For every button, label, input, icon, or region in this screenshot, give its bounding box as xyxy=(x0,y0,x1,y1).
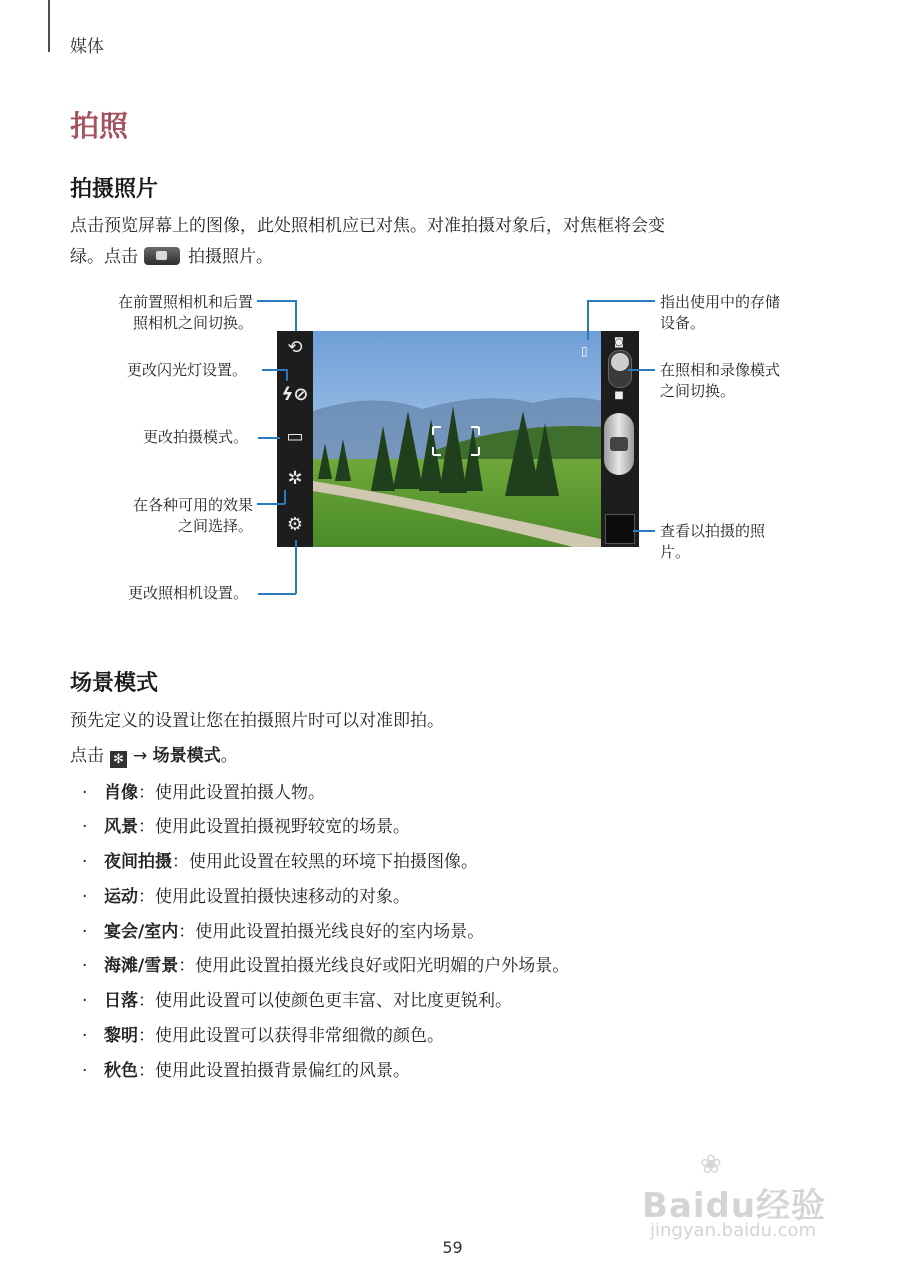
callout-switch-camera-line2: 照相机之间切换。 xyxy=(132,314,253,332)
list-item-desc: ：使用此设置可以使颜色更丰富、对比度更锐利。 xyxy=(138,991,512,1011)
callout-line xyxy=(295,300,297,331)
scene-tap-arrow: → xyxy=(133,746,148,766)
callout-line xyxy=(286,369,288,381)
callout-line xyxy=(633,530,655,532)
callout-effects-line1: 在各种可用的效果 xyxy=(132,496,253,514)
page-title: 拍照 xyxy=(70,109,129,143)
scene-intro: 预先定义的设置让您在拍摄照片时可以对准即拍。 xyxy=(70,711,444,731)
callout-line xyxy=(295,540,297,594)
list-item: · 日落：使用此设置可以使颜色更丰富、对比度更锐利。 xyxy=(82,991,512,1011)
baidu-watermark xyxy=(640,1150,855,1245)
list-item: · 风景：使用此设置拍摄视野较宽的场景。 xyxy=(82,817,410,837)
callout-line xyxy=(258,593,296,595)
section-label: 媒体 xyxy=(70,37,104,57)
take-photo-line1: 点击预览屏幕上的图像，此处照相机应已对焦。对准拍摄对象后，对焦框将会变 xyxy=(70,216,665,236)
camera-preview-photo xyxy=(313,331,601,547)
list-item-term: 海滩/雪景 xyxy=(104,956,179,976)
list-item-term: 日落 xyxy=(104,991,138,1011)
settings-gear-icon[interactable]: ⚙ xyxy=(286,514,304,535)
paw-icon: ❀ xyxy=(700,1150,722,1180)
list-item: · 运动：使用此设置拍摄快速移动的对象。 xyxy=(82,887,410,907)
callout-storage-line2: 设备。 xyxy=(660,314,706,332)
callout-mode-switch-line2: 之间切换。 xyxy=(660,382,736,400)
shutter-button[interactable] xyxy=(604,413,634,475)
callout-mode-switch xyxy=(660,360,820,402)
callout-line xyxy=(587,300,655,302)
camera-icon xyxy=(610,437,628,451)
callout-line xyxy=(258,437,280,439)
heading-take-photo: 拍摄照片 xyxy=(70,177,159,202)
list-item-term: 夜间拍摄 xyxy=(104,852,172,872)
take-photo-line2 xyxy=(70,242,830,273)
list-item-term: 运动 xyxy=(104,887,138,907)
storage-indicator: ▯ xyxy=(581,344,588,358)
section-divider xyxy=(48,0,50,52)
callout-view-photo xyxy=(660,521,820,563)
scene-tap-prefix: 点击 xyxy=(70,746,104,766)
list-item-desc: ：使用此设置拍摄视野较宽的场景。 xyxy=(138,817,410,837)
list-item-desc: ：使用此设置拍摄人物。 xyxy=(138,783,325,803)
flash-icon[interactable]: ϟ⊘ xyxy=(281,384,309,405)
list-item-desc: ：使用此设置拍摄光线良好的室内场景。 xyxy=(178,922,485,942)
heading-scene-mode: 场景模式 xyxy=(70,671,159,696)
callout-flash: 更改闪光灯设置。 xyxy=(126,361,247,379)
callout-switch-camera xyxy=(90,292,253,334)
list-item-term: 黎明 xyxy=(104,1026,138,1046)
scene-tap-end: 。 xyxy=(220,746,238,766)
list-item: · 夜间拍摄：使用此设置在较黑的环境下拍摄图像。 xyxy=(82,852,478,872)
callout-mode-switch-line1: 在照相和录像模式 xyxy=(660,361,781,379)
switch-camera-icon[interactable]: ⟲ xyxy=(287,337,303,358)
list-item: · 肖像：使用此设置拍摄人物。 xyxy=(82,783,325,803)
callout-effects xyxy=(90,495,253,537)
scene-instruction xyxy=(70,741,238,772)
callout-line xyxy=(284,490,286,504)
callout-switch-camera-line1: 在前置照相机和后置 xyxy=(117,293,253,311)
list-item-desc: ：使用此设置在较黑的环境下拍摄图像。 xyxy=(172,852,478,872)
page-number: 59 xyxy=(442,1238,463,1257)
list-item-desc: ：使用此设置可以获得非常细微的颜色。 xyxy=(138,1026,444,1046)
shutter-button-icon xyxy=(144,247,180,265)
callout-effects-line2: 之间选择。 xyxy=(177,517,253,535)
callout-line xyxy=(628,369,655,371)
callout-settings: 更改照相机设置。 xyxy=(127,584,248,602)
list-item-desc: ：使用此设置拍摄快速移动的对象。 xyxy=(138,887,410,907)
shooting-mode-icon[interactable]: ▭ xyxy=(286,426,304,447)
watermark-logo: Baidu经验 xyxy=(642,1186,827,1226)
scene-tap-target: 场景模式 xyxy=(152,746,221,766)
list-item-desc: ：使用此设置拍摄光线良好或阳光明媚的户外场景。 xyxy=(178,956,570,976)
callout-line xyxy=(257,503,285,505)
callout-line xyxy=(257,300,296,302)
list-item-term: 风景 xyxy=(104,817,138,837)
take-photo-line2-b: 拍摄照片。 xyxy=(188,247,273,267)
list-item: · 秋色：使用此设置拍摄背景偏红的风景。 xyxy=(82,1061,410,1081)
callout-storage xyxy=(660,292,820,334)
take-photo-paragraph xyxy=(70,211,830,273)
list-item-desc: ：使用此设置拍摄背景偏红的风景。 xyxy=(138,1061,410,1081)
mode-toggle-knob xyxy=(611,353,629,371)
camera-mode-icon: ◙ xyxy=(614,337,624,348)
callout-line xyxy=(587,300,589,340)
callout-line xyxy=(262,369,287,371)
landscape-photo xyxy=(313,331,601,547)
list-item-term: 秋色 xyxy=(104,1061,138,1081)
list-item: · 黎明：使用此设置可以获得非常细微的颜色。 xyxy=(82,1026,444,1046)
list-item: · 宴会/室内：使用此设置拍摄光线良好的室内场景。 xyxy=(82,922,485,942)
settings-gear-icon: ✻ xyxy=(110,751,127,768)
take-photo-line2-a: 绿。点击 xyxy=(70,247,138,267)
callout-storage-line1: 指出使用中的存储 xyxy=(660,293,781,311)
callout-view-photo-line1: 查看以拍摄的照 xyxy=(660,522,766,540)
callout-shooting-mode: 更改拍摄模式。 xyxy=(142,428,248,446)
list-item-term: 肖像 xyxy=(104,783,138,803)
list-item-term: 宴会/室内 xyxy=(104,922,179,942)
video-mode-icon: ■ xyxy=(614,390,624,401)
image-viewer-thumbnail[interactable] xyxy=(605,514,635,544)
watermark-url: jingyan.baidu.com xyxy=(650,1220,817,1241)
effects-icon[interactable]: ✲ xyxy=(287,468,303,489)
list-item: · 海滩/雪景：使用此设置拍摄光线良好或阳光明媚的户外场景。 xyxy=(82,956,570,976)
callout-view-photo-line2: 片。 xyxy=(660,543,691,561)
